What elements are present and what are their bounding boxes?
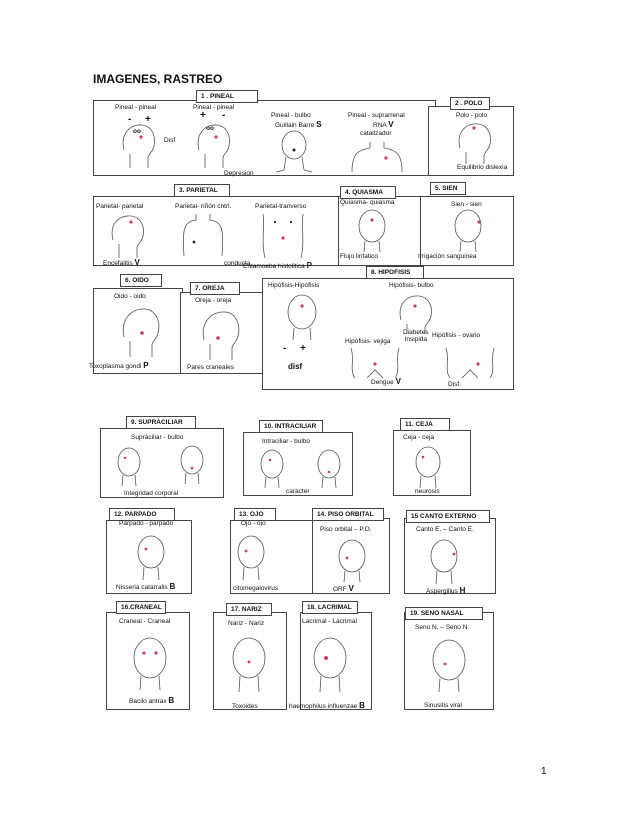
- face-front-icon: [446, 208, 490, 254]
- face-front-icon: [131, 532, 171, 580]
- section-sien-title: 5. SIEN: [430, 182, 466, 195]
- pineal-note-catalizador: catalizador: [360, 130, 392, 137]
- parietal-note-entamoeba: Entamoeba histolitica P: [243, 261, 312, 270]
- magnet-mark: oo: [206, 125, 214, 132]
- face-front-icon: [231, 532, 271, 580]
- sien-pair: Sien - sien: [451, 201, 482, 208]
- pineal-pair-3: Pineal - bulbo: [271, 112, 311, 119]
- pineal-pair-2: Pineal - pineal: [193, 104, 235, 111]
- face-front-icon: [255, 448, 289, 488]
- minus-sign: -: [283, 343, 287, 354]
- face-front-icon: [125, 634, 175, 690]
- section-seno-nasal-title: 19. SENO NASAL: [405, 607, 483, 620]
- supraciliar-pair: Supráciliar - bulbo: [131, 434, 184, 441]
- head-side-icon: [198, 308, 244, 360]
- hipofisis-pair-4: Hipófisis - ovario: [432, 332, 481, 339]
- section-ceja-title: 11. CEJA: [400, 418, 450, 431]
- head-side-icon: [107, 212, 147, 258]
- parietal-note-encefalitis: Encefalitis V: [103, 258, 140, 267]
- oreja-note: Pares craneales: [187, 364, 234, 371]
- head-side-icon: [118, 120, 158, 170]
- page-number: 1: [541, 766, 547, 777]
- head-back-icon: [175, 444, 209, 486]
- face-front-icon: [409, 444, 447, 488]
- supraciliar-note: Integridad corporal: [124, 490, 179, 497]
- seno-nasal-pair: Seno N. – Seno N.: [415, 624, 470, 631]
- plus-sign: +: [200, 110, 206, 121]
- section-canto-externo-title: 15 CANTO EXTERNO: [406, 510, 490, 523]
- nariz-note: Toxoides: [232, 703, 258, 710]
- oreja-pair: Oreja - oreja: [195, 297, 232, 304]
- torso-back-icon: [178, 212, 228, 258]
- hipofisis-pair-1: Hipófisis-Hipófisis: [268, 282, 320, 289]
- section-parpado-title: 12. PARPADO: [109, 508, 175, 521]
- lacrimal-note: haemophilus influenzae B: [289, 701, 365, 710]
- face-front-icon: [112, 446, 146, 486]
- section-hipofisis-title: 8. HIPOFISIS: [366, 266, 424, 279]
- craneal-note: Bacilo antrax B: [129, 696, 175, 705]
- hipofisis-pair-3: Hipófisis- vejiga: [345, 338, 391, 345]
- section-polo-title: 2 . POLO: [450, 97, 490, 110]
- section-intraciliar-title: 10. INTRACILIAR: [259, 420, 323, 433]
- quiasma-pair: Quiasma- quiasma: [340, 199, 395, 206]
- magnet-mark: oo: [133, 128, 141, 135]
- hipofisis-note-dengue: Dengue V: [371, 377, 401, 386]
- pineal-note-disf: Disf: [164, 137, 176, 144]
- pelvis-icon: [440, 346, 500, 380]
- oido-pair: Oido - oido: [114, 293, 146, 300]
- craneal-pair: Craneal - Craneal: [119, 618, 171, 625]
- pineal-pair-1: Pineal - pineal: [115, 104, 157, 111]
- face-front-icon: [332, 536, 372, 582]
- ceja-note: neurosis: [415, 488, 440, 495]
- pineal-note-guillain: Guillain Barre S: [275, 120, 322, 129]
- section-parietal-title: 3. PARIETAL: [174, 184, 230, 197]
- face-front-icon: [424, 636, 474, 692]
- nariz-pair: Nariz - Nariz: [228, 620, 265, 627]
- minus-sign: -: [128, 114, 132, 125]
- canto-externo-pair: Canto E. – Canto E.: [416, 526, 474, 533]
- hipofisis-pair-2: Hipófisis- bulbo: [389, 282, 434, 289]
- face-front-icon: [224, 634, 274, 692]
- face-front-icon: [350, 208, 394, 254]
- section-craneal-title: 16.CRANEAL: [116, 601, 166, 614]
- oido-note: Toxoplasma gondi P: [89, 361, 149, 370]
- pineal-note-depresion: Depresion: [224, 170, 254, 177]
- section-supraciliar-title: 9. SUPRACILIAR: [126, 416, 196, 429]
- seno-nasal-note: Sinusitis viral: [424, 702, 462, 709]
- ojo-pair: Ojo - ojo: [241, 520, 266, 527]
- section-oido-title: 6. OIDO: [120, 274, 162, 287]
- parpado-note: Nisseria catarralis B: [116, 582, 176, 591]
- piso-orbital-pair: Piso orbital – P.O.: [320, 526, 372, 533]
- hipofisis-note-disf2: Disf.: [448, 381, 461, 388]
- section-oreja-title: 7. OREJA: [190, 282, 240, 295]
- face-front-icon: [305, 634, 355, 692]
- head-back-icon: [312, 448, 346, 488]
- polo-pair: Polo - polo: [456, 112, 488, 119]
- intraciliar-note: caracter: [286, 488, 310, 495]
- head-side-icon: [395, 292, 435, 334]
- face-front-icon: [424, 536, 464, 584]
- section-pineal-title: 1 . PINEAL: [196, 90, 258, 103]
- section-piso-orbital-title: 14. PISO ORBITAL: [312, 508, 384, 521]
- parietal-pair-1: Parietal- parietal: [96, 203, 144, 210]
- quiasma-note: Flujo linfatico: [340, 253, 378, 260]
- parietal-pair-2: Parietal- riñón cntrl.: [175, 203, 232, 210]
- section-quiasma-title: 4. QUIASMA: [340, 186, 396, 199]
- ceja-pair: Ceja - ceja: [403, 434, 435, 441]
- plus-sign: +: [145, 114, 151, 125]
- plus-sign: +: [300, 343, 306, 354]
- section-ojo-title: 13. OJO: [234, 508, 276, 521]
- document-title: IMAGENES, RASTREO: [93, 72, 223, 86]
- section-nariz-title: 17. NARIZ: [226, 603, 272, 616]
- piso-orbital-note: ORF V: [333, 584, 354, 593]
- intraciliar-pair: Intraciliar - bulbo: [262, 438, 311, 445]
- sien-note: Irrigación sanguinea: [418, 253, 477, 260]
- pineal-note-rna: RNA V: [373, 120, 394, 129]
- face-front-icon: [280, 292, 324, 342]
- ojo-note: citomegalovirus: [233, 585, 279, 592]
- head-side-icon: [118, 305, 164, 357]
- canto-externo-note: Aspergillus H: [426, 586, 466, 595]
- minus-sign: -: [222, 110, 226, 121]
- pelvis-icon: [345, 346, 405, 380]
- pineal-pair-4: Pineal - suprarrenal: [348, 112, 405, 119]
- parietal-note-conducta: conducta: [224, 260, 251, 267]
- lacrimal-pair: Lacrimal - Lacrimal: [302, 618, 357, 625]
- parpado-pair: Párpado - parpado: [119, 520, 174, 527]
- head-side-icon: [193, 120, 233, 170]
- torso-back-icon: [348, 136, 406, 174]
- parietal-pair-3: Parietal-tranverso: [255, 203, 307, 210]
- head-side-icon: [454, 120, 494, 164]
- hipofisis-note-disf: disf: [288, 362, 303, 371]
- polo-note: Equilibrio dislexia: [457, 164, 508, 171]
- hipofisis-note-diabetes: Diabetes Insipida: [403, 329, 429, 343]
- section-lacrimal-title: 18. LACRIMAL: [302, 601, 358, 614]
- head-back-icon: [274, 128, 314, 173]
- abdomen-icon: [255, 212, 311, 260]
